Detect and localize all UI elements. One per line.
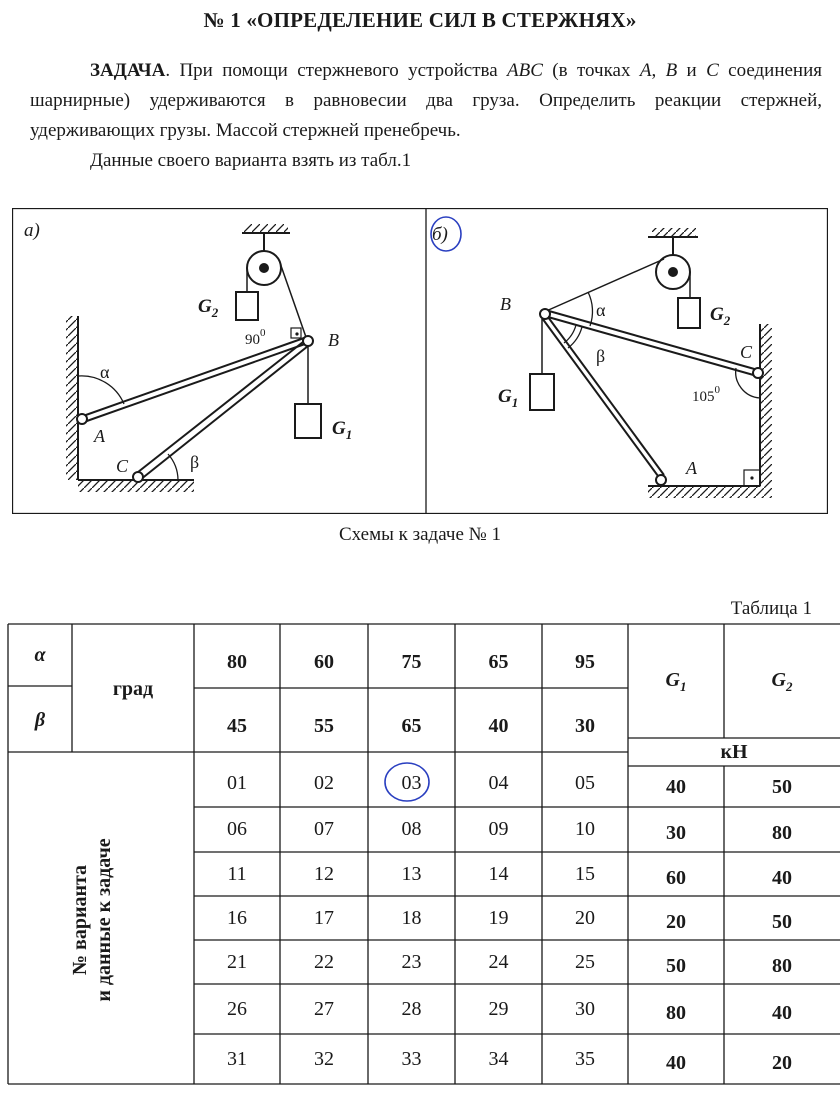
variant-number: 13 bbox=[401, 862, 422, 885]
problem-label: ЗАДАЧА bbox=[90, 60, 166, 81]
table-caption: Таблица 1 bbox=[730, 598, 812, 619]
point-a-label: A bbox=[686, 458, 697, 478]
panel-b-label: б) bbox=[432, 224, 448, 245]
variant-number: 04 bbox=[488, 772, 509, 794]
variant-number: 17 bbox=[314, 906, 334, 929]
g1-subscript: 1 bbox=[679, 679, 687, 694]
g1-value: 30 bbox=[666, 822, 686, 844]
g2-value: 40 bbox=[772, 1001, 792, 1024]
variant-number: 30 bbox=[575, 997, 595, 1020]
alpha-value: 60 bbox=[314, 650, 334, 673]
g2-value: 50 bbox=[772, 776, 792, 798]
side-label-line: и данные к задаче bbox=[93, 838, 115, 1002]
page-title: № 1 «ОПРЕДЕЛЕНИЕ СИЛ В СТЕРЖНЯХ» bbox=[203, 8, 637, 32]
variant-number: 16 bbox=[227, 906, 247, 929]
alpha-value: 95 bbox=[575, 650, 595, 673]
force-unit: кН bbox=[720, 740, 748, 763]
variant-number: 32 bbox=[314, 1047, 334, 1070]
variant-number: 33 bbox=[401, 1047, 422, 1070]
variant-number: 27 bbox=[314, 997, 334, 1020]
beta-value: 40 bbox=[488, 714, 509, 737]
variant-number: 18 bbox=[401, 906, 422, 929]
variant-number: 08 bbox=[401, 818, 422, 840]
g2-value: 40 bbox=[772, 866, 792, 889]
figure-caption: Схемы к задаче № 1 bbox=[338, 524, 502, 545]
g2-value: 20 bbox=[772, 1051, 792, 1074]
point-c-label: C bbox=[116, 456, 129, 476]
beta-value: 55 bbox=[314, 714, 334, 737]
variant-number: 31 bbox=[227, 1047, 247, 1070]
alpha-value: 65 bbox=[488, 650, 509, 673]
variant-number: 34 bbox=[488, 1047, 509, 1070]
beta-header: β bbox=[34, 708, 46, 731]
g1-symbol: G bbox=[665, 669, 680, 691]
problem-text-part: , bbox=[651, 60, 666, 81]
g2-value: 80 bbox=[772, 954, 792, 977]
variant-number: 15 bbox=[575, 862, 595, 885]
problem-text-part: . При помощи стержневого устройства bbox=[165, 60, 508, 81]
variant-number: 35 bbox=[575, 1047, 595, 1070]
beta-value: 30 bbox=[575, 714, 595, 737]
problem-text-part: и bbox=[677, 60, 707, 81]
point-c-label: C bbox=[740, 342, 753, 362]
variant-number: 09 bbox=[488, 818, 509, 840]
point-a-label: A bbox=[94, 426, 105, 446]
side-label-line: № варианта bbox=[69, 864, 91, 976]
point-name: B bbox=[665, 60, 678, 81]
beta-label: β bbox=[190, 452, 200, 472]
variant-number: 02 bbox=[314, 772, 334, 794]
variant-number: 24 bbox=[488, 950, 509, 973]
variant-number: 19 bbox=[488, 906, 509, 929]
g2-header bbox=[724, 630, 840, 734]
angle-90-label: $90^0$ bbox=[245, 327, 266, 348]
alpha-value: 80 bbox=[227, 650, 247, 673]
variant-number: 05 bbox=[575, 772, 595, 794]
alpha-label: α bbox=[100, 362, 110, 382]
point-b-label: B bbox=[500, 294, 511, 314]
g1-label: $G_1$ bbox=[498, 386, 519, 410]
variant-number: 10 bbox=[575, 818, 595, 840]
variant-number: 28 bbox=[401, 997, 422, 1020]
problem-text-part: (в точках bbox=[542, 60, 640, 81]
beta-value: 45 bbox=[227, 714, 247, 737]
point-b-label: B bbox=[328, 330, 339, 350]
g1-value: 20 bbox=[666, 910, 686, 933]
variant-number: 03 bbox=[401, 772, 422, 794]
device-name: ABC bbox=[507, 60, 543, 81]
g1-value: 50 bbox=[666, 954, 686, 977]
g1-value: 60 bbox=[666, 866, 686, 889]
g2-label: $G_2$ bbox=[710, 304, 731, 328]
alpha-value: 75 bbox=[401, 650, 422, 673]
problem-text-part: соединения шарнирные) удерживаются в равновесии два груза. Определить реакции стержней, удерживающих грузы. Массой стержней пренебречь. bbox=[30, 60, 823, 141]
point-name: A bbox=[639, 60, 652, 81]
variant-number: 12 bbox=[314, 862, 334, 885]
variant-number: 06 bbox=[227, 818, 247, 840]
panel-a-label: а) bbox=[24, 220, 40, 241]
g2-value: 80 bbox=[772, 822, 792, 844]
point-name: C bbox=[706, 60, 719, 81]
variant-number: 23 bbox=[401, 950, 422, 973]
alpha-header: α bbox=[34, 643, 46, 666]
variant-number: 25 bbox=[575, 950, 595, 973]
g2-subscript: 2 bbox=[785, 679, 793, 694]
alpha-label: α bbox=[596, 300, 606, 320]
angle-105-label: $105^0$ bbox=[692, 384, 720, 405]
beta-value: 65 bbox=[401, 714, 422, 737]
g2-label: $G_2$ bbox=[198, 296, 219, 320]
data-instruction: Данные своего варианта взять из табл.1 bbox=[90, 150, 412, 171]
g2-symbol: G bbox=[771, 669, 786, 691]
variant-number: 29 bbox=[488, 997, 509, 1020]
variant-number: 22 bbox=[314, 950, 334, 973]
variant-number: 21 bbox=[227, 950, 247, 973]
beta-label: β bbox=[596, 346, 606, 366]
g1-header bbox=[628, 630, 724, 734]
g1-label: $G_1$ bbox=[332, 418, 353, 442]
variant-number: 07 bbox=[314, 818, 334, 840]
side-label bbox=[68, 758, 132, 1082]
variant-number: 01 bbox=[227, 772, 247, 794]
unit-grad: град bbox=[112, 677, 154, 700]
g1-value: 40 bbox=[666, 776, 686, 798]
variant-number: 11 bbox=[227, 862, 247, 885]
variant-number: 26 bbox=[227, 997, 247, 1020]
variant-number: 20 bbox=[575, 906, 595, 929]
g1-value: 40 bbox=[666, 1051, 686, 1074]
variant-number: 14 bbox=[488, 862, 509, 885]
g1-value: 80 bbox=[666, 1001, 686, 1024]
g2-value: 50 bbox=[772, 910, 792, 933]
